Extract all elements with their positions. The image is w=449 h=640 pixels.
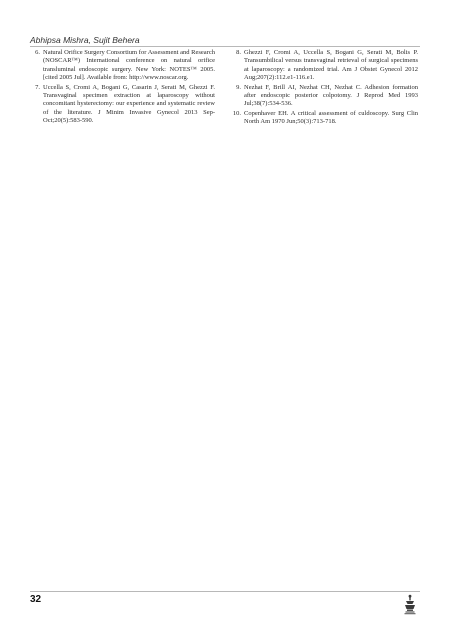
reference-text: Copenhaver EH. A critical assessment of culdoscopy. Surg Clin North Am 1970 Jun;50(3):713-718. xyxy=(244,109,418,126)
publisher-logo-icon xyxy=(402,594,418,616)
reference-item xyxy=(230,49,418,83)
reference-number: 7. xyxy=(35,83,40,91)
reference-text: Nezhat F, Brill AI, Nezhat CH, Nezhat C. Adhesion formation after endoscopic posterior colpotomy. J Reprod Med 1993 Jul;38(7):534-536. xyxy=(244,83,418,108)
reference-item xyxy=(230,84,418,109)
reference-text: Uccella S, Cromi A, Bogani G, Casarin J, Serati M, Ghezzi F. Transvaginal specimen extraction at laparoscopy without concomitant hysterectomy: our experience and systematic review of the literature. J Minim Invasive Gynecol 2013 Sep-Oct;20(5):583-590. xyxy=(43,83,215,125)
reference-item xyxy=(30,84,215,126)
reference-text: Ghezzi F, Cromi A, Uccella S, Bogani G, Serati M, Bolis P. Transumbilical versus transvaginal retrieval of surgical specimens at laparoscopy: a randomized trial. Am J Obstet Gynecol 2012 Aug;207(2):112.e1-116.e1. xyxy=(244,49,418,82)
running-header-authors: Abhipsa Mishra, Sujit Behera xyxy=(30,35,140,45)
reference-number: 10. xyxy=(232,109,241,117)
footer-divider xyxy=(30,591,420,592)
header-divider xyxy=(30,46,420,47)
reference-text: Natural Orifice Surgery Consortium for Assessment and Research (NOSCAR™) International conference on natural orifice transluminal endoscopic surgery. New York: NOTES™ 2005. [cited 2005 Jul]. Available from: http://www.noscar.org. xyxy=(43,49,215,82)
reference-number: 8. xyxy=(236,49,241,56)
reference-item xyxy=(30,49,215,83)
reference-number: 9. xyxy=(236,83,241,91)
page-number: 32 xyxy=(30,594,42,605)
references-left-column xyxy=(30,49,215,127)
reference-number: 6. xyxy=(35,49,40,56)
reference-item xyxy=(230,110,418,127)
references-right-column xyxy=(230,49,418,128)
